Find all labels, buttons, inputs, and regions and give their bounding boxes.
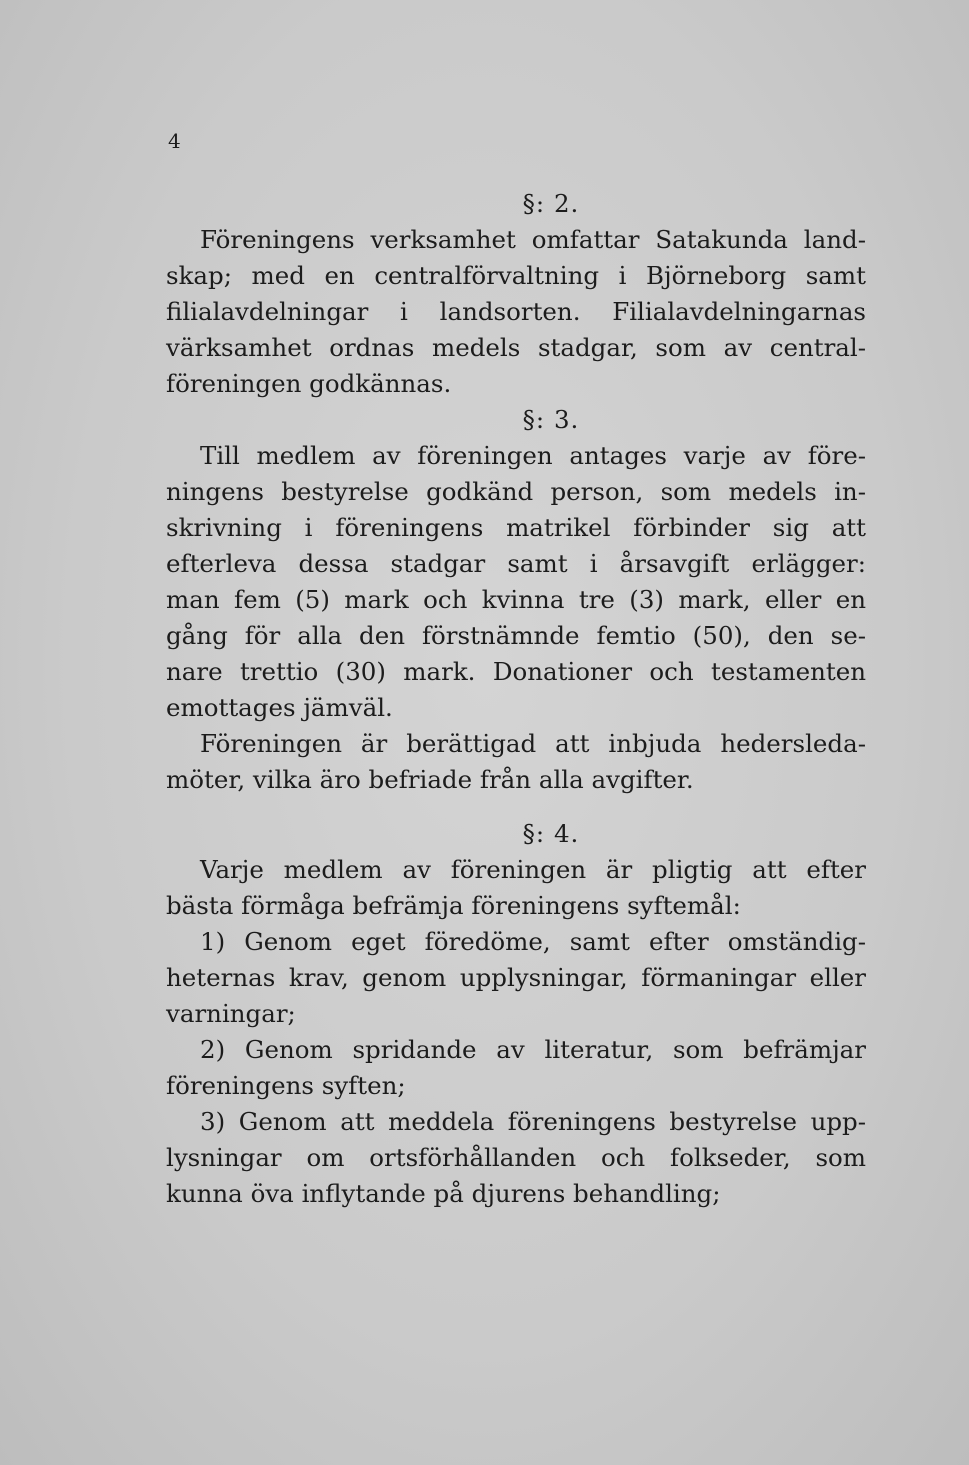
text-line: kunna öva inflytande på djurens behandling;: [166, 1179, 721, 1208]
text-line: efterleva dessa stadgar samt i årsavgift erlägger:: [166, 549, 866, 578]
text-line: Till medlem av föreningen antages varje av före-: [200, 441, 866, 470]
text-line: Föreningen är berättigad att inbjuda hedersleda-: [200, 729, 866, 758]
text-line: 3) Genom att meddela föreningens bestyrelse upp-: [200, 1107, 866, 1136]
text-line: lysningar om ortsförhållanden och folkseder, som: [166, 1143, 866, 1172]
text-line: skap; med en centralförvaltning i Björneborg samt: [166, 261, 866, 290]
text-line: varningar;: [166, 999, 296, 1028]
section-heading: §: 4.: [522, 819, 580, 848]
text-line: föreningen godkännas.: [166, 369, 452, 398]
text-line: föreningens syften;: [166, 1071, 406, 1100]
document-text: [166, 186, 866, 1212]
text-line: ningens bestyrelse godkänd person, som medels in-: [166, 477, 866, 506]
text-line: filialavdelningar i landsorten. Filialavdelningarnas: [166, 297, 866, 326]
text-line: nare trettio (30) mark. Donationer och testamenten: [166, 657, 866, 686]
text-line: skrivning i föreningens matrikel förbinder sig att: [166, 513, 866, 542]
text-line: möter, vilka äro befriade från alla avgifter.: [166, 765, 694, 794]
text-line: bästa förmåga befrämja föreningens syftemål:: [166, 891, 741, 920]
text-line: Varje medlem av föreningen är pligtig att efter: [200, 855, 866, 884]
section-heading: §: 2.: [522, 189, 580, 218]
text-line: Föreningens verksamhet omfattar Satakunda land-: [200, 225, 866, 254]
text-line: 2) Genom spridande av literatur, som befrämjar: [200, 1035, 866, 1064]
page-number: 4: [168, 129, 181, 153]
text-line: heternas krav, genom upplysningar, förmaningar eller: [166, 963, 866, 992]
text-line: 1) Genom eget föredöme, samt efter omständig-: [200, 927, 866, 956]
text-line: man fem (5) mark och kvinna tre (3) mark, eller en: [166, 585, 866, 614]
text-line: emottages jämväl.: [166, 693, 393, 722]
section-heading: §: 3.: [522, 405, 580, 434]
text-line: gång för alla den förstnämnde femtio (50), den se-: [166, 621, 866, 650]
text-line: värksamhet ordnas medels stadgar, som av central-: [166, 333, 866, 362]
